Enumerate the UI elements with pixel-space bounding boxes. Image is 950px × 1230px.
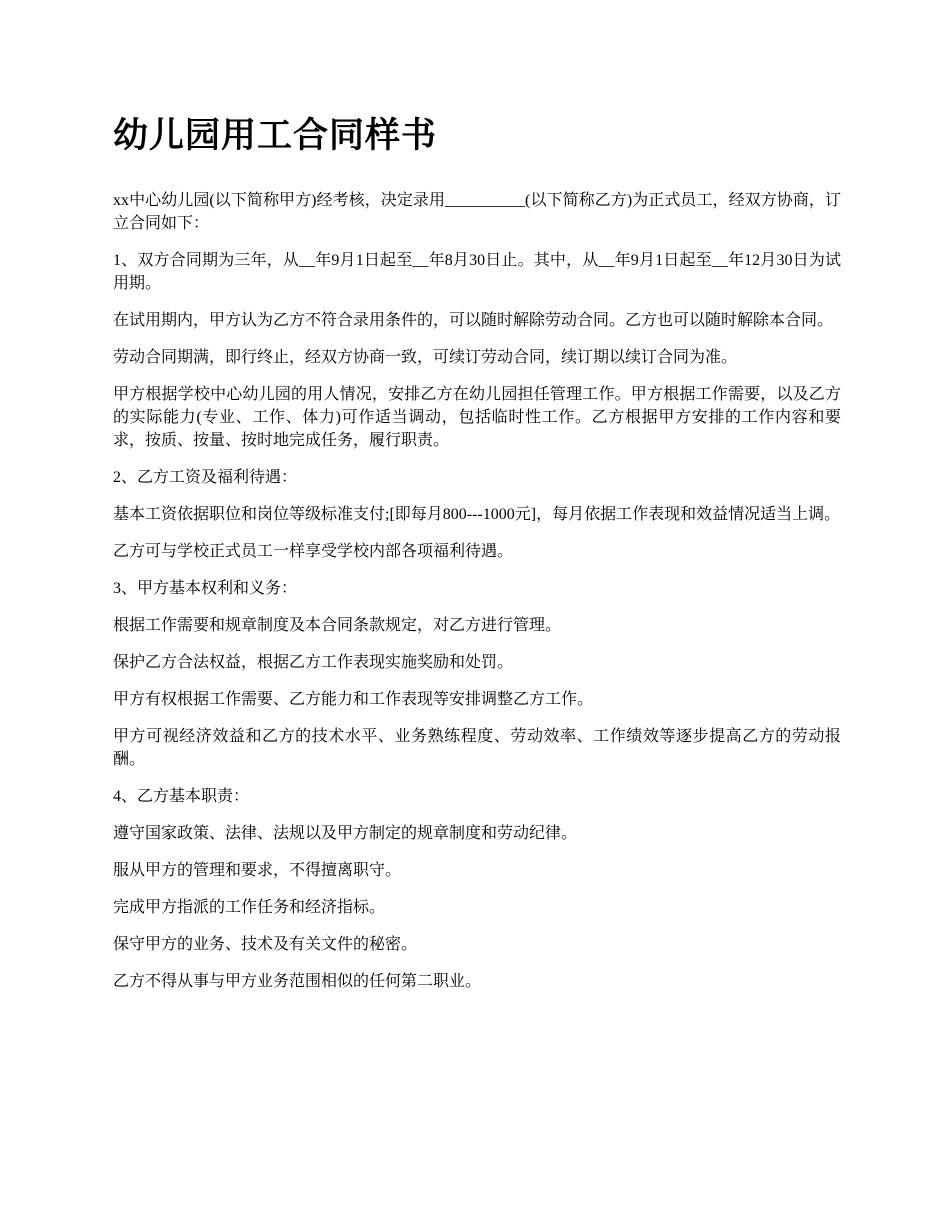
section-heading-salary: 2、乙方工资及福利待遇： — [113, 469, 298, 486]
paragraph-intro: xx中心幼儿园(以下简称甲方)经考核，决定录用__________(以下简称乙方)为正式员工，经双方协商，订立合同如下： — [113, 192, 841, 232]
section-heading-party-b-duties: 4、乙方基本职责： — [113, 788, 250, 805]
paragraph-confidentiality: 保守甲方的业务、技术及有关文件的秘密。 — [113, 936, 418, 953]
paragraph-no-second-job: 乙方不得从事与甲方业务范围相似的任何第二职业。 — [113, 973, 482, 990]
paragraph-assignment: 甲方根据学校中心幼儿园的用人情况，安排乙方在幼儿园担任管理工作。甲方根据工作需要，以及乙方的实际能力(专业、工作、体力)可作适当调动，包括临时性工作。乙方根据甲方安排的工作内容和要求，按质、按量、按时地完成任务，履行职责。 — [113, 386, 841, 449]
paragraph-benefits: 乙方可与学校正式员工一样享受学校内部各项福利待遇。 — [113, 543, 514, 560]
paragraph-adjust-work: 甲方有权根据工作需要、乙方能力和工作表现等安排调整乙方工作。 — [113, 691, 594, 708]
paragraph-base-salary: 基本工资依据职位和岗位等级标准支付;[即每月800---1000元]，每月依据工作表现和效益情况适当上调。 — [113, 506, 841, 523]
paragraph-raise-pay: 甲方可视经济效益和乙方的技术水平、业务熟练程度、劳动效率、工作绩效等逐步提高乙方的劳动报酬。 — [113, 728, 841, 768]
paragraph-protect-rights: 保护乙方合法权益，根据乙方工作表现实施奖励和处罚。 — [113, 654, 514, 671]
document-page — [113, 110, 841, 1007]
paragraph-probation: 在试用期内，甲方认为乙方不符合录用条件的，可以随时解除劳动合同。乙方也可以随时解除本合同。 — [113, 312, 834, 329]
document-title: 幼儿园用工合同样书 — [113, 116, 438, 155]
paragraph-complete-tasks: 完成甲方指派的工作任务和经济指标。 — [113, 899, 386, 916]
section-heading-party-a-rights: 3、甲方基本权利和义务： — [113, 580, 298, 597]
paragraph-clause-1-term: 1、双方合同期为三年，从__年9月1日起至__年8月30日止。其中，从__年9月1日起至__年12月30日为试用期。 — [113, 252, 841, 292]
paragraph-expiry: 劳动合同期满，即行终止，经双方协商一致，可续订劳动合同，续订期以续订合同为准。 — [113, 349, 738, 366]
paragraph-obey-law: 遵守国家政策、法律、法规以及甲方制定的规章制度和劳动纪律。 — [113, 825, 578, 842]
paragraph-management: 根据工作需要和规章制度及本合同条款规定，对乙方进行管理。 — [113, 617, 562, 634]
paragraph-obey-management: 服从甲方的管理和要求，不得擅离职守。 — [113, 862, 402, 879]
